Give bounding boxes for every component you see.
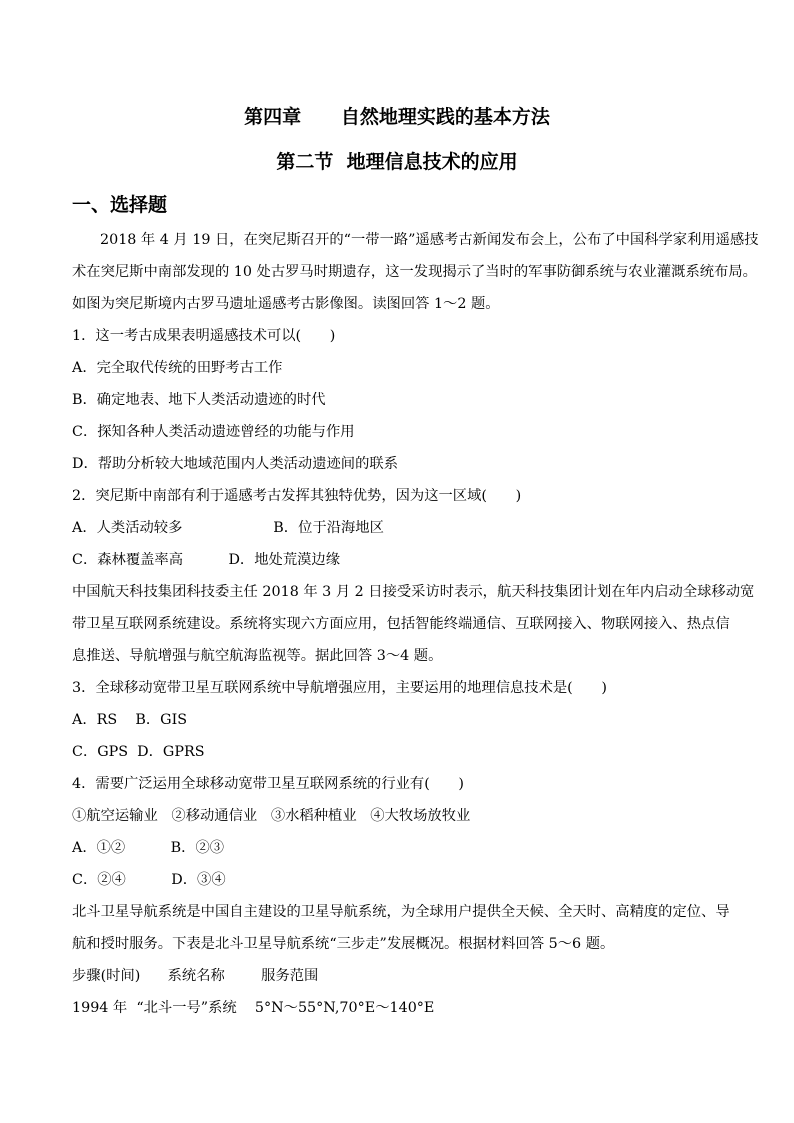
question-2-options-ab: A．人类活动较多 B．位于沿海地区 — [72, 520, 384, 536]
question-4-options-ab: A．①② B．②③ — [72, 840, 225, 856]
question-4-options-cd: C．②④ D．③④ — [72, 872, 226, 888]
question-4: 4．需要广泛运用全球移动宽带卫星互联网系统的行业有( ) — [72, 776, 464, 792]
table-header-row: 步骤(时间) 系统名称 服务范围 — [72, 968, 319, 984]
question-3-options-ab: A．RS B．GIS — [72, 712, 188, 728]
question-1-option-a: A．完全取代传统的田野考古工作 — [72, 360, 283, 376]
section-title: 第二节 地理信息技术的应用 — [276, 151, 518, 173]
question-3: 3．全球移动宽带卫星互联网系统中导航增强应用，主要运用的地理信息技术是( ) — [72, 680, 607, 696]
chapter-title: 第四章 自然地理实践的基本方法 — [244, 106, 550, 128]
part-heading: 一、选择题 — [72, 194, 168, 216]
material-paragraph-2-line-1: 中国航天科技集团科技委主任 2018 年 3 月 2 日接受采访时表示，航天科技集团计划在年内启动全球移动宽 — [72, 584, 755, 600]
question-1-option-c: C．探知各种人类活动遗迹曾经的功能与作用 — [72, 424, 355, 440]
question-1-option-b: B．确定地表、地下人类活动遗迹的时代 — [72, 392, 326, 408]
question-4-items: ①航空运输业 ②移动通信业 ③水稻种植业 ④大牧场放牧业 — [72, 808, 471, 824]
question-2-options-cd: C．森林覆盖率高 D．地处荒漠边缘 — [72, 552, 341, 568]
question-2: 2．突尼斯中南部有利于遥感考古发挥其独特优势，因为这一区域( ) — [72, 488, 522, 504]
question-1: 1．这一考古成果表明遥感技术可以( ) — [72, 328, 336, 344]
table-row-1994: 1994 年 “北斗一号”系统 5°N～55°N,70°E～140°E — [72, 1000, 435, 1016]
intro-paragraph-line-2: 术在突尼斯中南部发现的 10 处古罗马时期遗存，这一发现揭示了当时的军事防御系统与农业灌溉系统布局。 — [72, 264, 757, 280]
material-paragraph-2-line-2: 带卫星互联网系统建设。系统将实现六方面应用，包括智能终端通信、互联网接入、物联网接入、热点信 — [72, 616, 730, 632]
intro-paragraph-line-3: 如图为突尼斯境内古罗马遗址遥感考古影像图。读图回答 1～2 题。 — [72, 296, 500, 312]
question-1-option-d: D．帮助分析较大地域范围内人类活动遗迹间的联系 — [72, 456, 398, 472]
question-3-options-cd: C．GPS D．GPRS — [72, 744, 205, 760]
intro-paragraph-line-1: 2018 年 4 月 19 日，在突尼斯召开的“一带一路”遥感考古新闻发布会上，公布了中国科学家利用遥感技 — [100, 232, 759, 248]
material-paragraph-2-line-3: 息推送、导航增强与航空航海监视等。据此回答 3～4 题。 — [72, 648, 443, 664]
material-paragraph-3-line-1: 北斗卫星导航系统是中国自主建设的卫星导航系统，为全球用户提供全天候、全天时、高精度的定位、导 — [72, 904, 730, 920]
material-paragraph-3-line-2: 航和授时服务。下表是北斗卫星导航系统“三步走”发展概况。根据材料回答 5～6 题。 — [72, 936, 615, 952]
